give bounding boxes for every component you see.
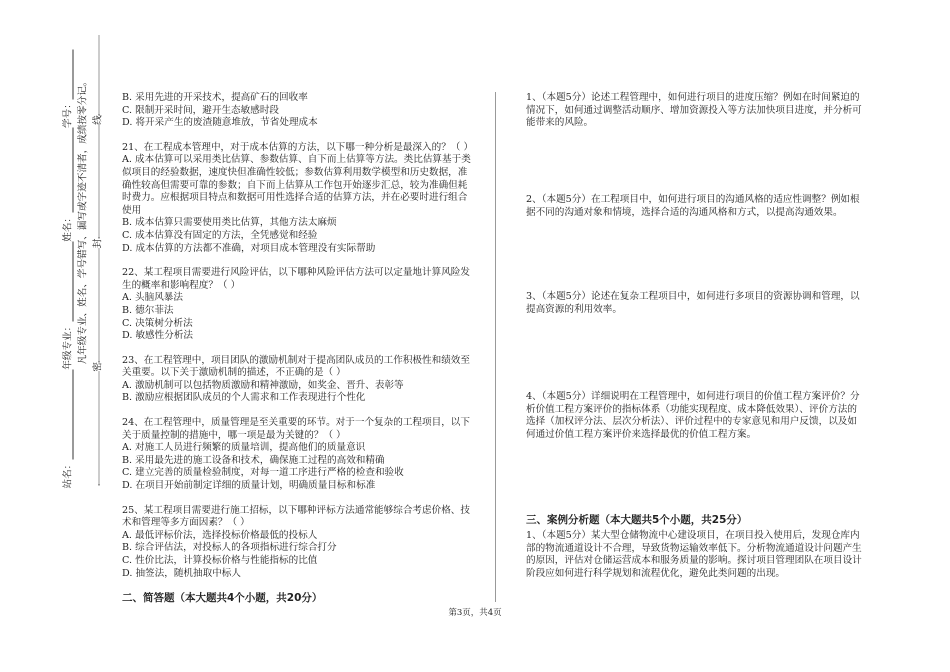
option: A. 激励机制可以包括物质激励和精神激励，如奖金、晋升、表彰等: [122, 379, 404, 391]
option: A. 最低评标价法，选择投标价格最低的投标人: [122, 529, 318, 541]
option: D. 成本估算的方法都不准确，对项目成本管理没有实际帮助: [122, 242, 376, 254]
question-24: [122, 417, 472, 493]
section-2-heading: 二、简答题（本大题共4个小题，共20分）: [122, 592, 323, 605]
column-divider: [495, 92, 496, 602]
field-label-name: 姓名：: [62, 212, 74, 242]
option: C. 性价比法，计算投标价格与性能指标的比值: [122, 555, 318, 566]
q20-options: [122, 92, 472, 130]
option: C. 成本估算没有固定的方法，全凭感觉和经验: [122, 229, 318, 241]
question-stem: 22、某工程项目需要进行风险评估，以下哪种风险评估方法可以定量地计算风险发生的概率和影响程度？（ ）: [122, 267, 470, 291]
field-label-station: 站名：: [62, 459, 74, 488]
student-info-fields: [62, 48, 75, 488]
question-21: [122, 142, 472, 255]
seal-mark-mi: 密: [92, 361, 104, 372]
option: D. 抽签法，随机抽取中标人: [122, 567, 241, 579]
question-stem: 24、在工程管理中，质量管理是至关重要的环节。对于一个复杂的工程项目，以下关于质量控制的措施中，哪一项是最为关键的？（ ）: [122, 417, 470, 441]
option: D. 将开采产生的废渣随意堆放，节省处理成本: [122, 117, 318, 129]
field-label-major: 年级专业：: [62, 321, 74, 370]
left-column: [122, 92, 472, 605]
option: B. 采用最先进的施工设备和技术，确保施工过程的高效和精确: [122, 454, 385, 466]
binding-notice: 凡年级专业、姓名、学号错写、漏写或字迹不清者，成绩按零分记。: [77, 76, 89, 364]
option: B. 德尔菲法: [122, 304, 174, 316]
option: A. 头脑风暴法: [122, 292, 183, 304]
short-answer-4: 4、（本题5分）详细说明在工程管理中，如何进行项目的价值工程方案评价？分析价值工程方案评价的指标体系（功能实现程度、成本降低效果）、评价方法的选择（加权评分法、层次分析法）、评价过程中的专家意见和用户反馈，以及如何通过价值工程方案评价来选择最优的价值工程方案。: [526, 391, 860, 440]
question-stem: 21、在工程成本管理中，对于成本估算的方法，以下哪一种分析是最深入的？（ ）: [122, 141, 474, 153]
option: C. 限制开采时间，避开生态敏感时段: [122, 104, 280, 116]
page-footer: 第3页，共4页: [448, 608, 502, 618]
field-blank-name[interactable]: [63, 127, 73, 212]
seal-line: [92, 35, 105, 485]
seal-mark-feng: 封: [92, 238, 104, 248]
option: C. 决策树分析法: [122, 317, 193, 329]
option: B. 成本估算只需要使用类比估算，其他方法太麻烦: [122, 217, 337, 229]
question-stem: 23、在工程管理中，项目团队的激励机制对于提高团队成员的工作积极性和绩效至关重要。以下关于激励机制的描述，不正确的是（ ）: [122, 354, 470, 379]
field-label-id: 学号：: [62, 98, 74, 128]
question-stem: 25、某工程项目需要进行施工招标，以下哪种评标方法通常能够综合考虑价格、技术和管理等多方面因素？（ ）: [122, 504, 470, 529]
case-question-1: 1、（本题5分）某大型仓储物流中心建设项目，在项目投入使用后，发现仓库内部的物流通道设计不合理，导致货物运输效率低下。分析物流通道设计问题产生的原因，评估对仓储运营成本和服务质量的影响。探讨项目管理团队在项目设计阶段应如何进行科学规划和流程优化，避免此类问题的出现。: [526, 530, 862, 579]
option: A. 对施工人员进行频繁的质量培训，提高他们的质量意识: [122, 442, 366, 454]
option: B. 激励应根据团队成员的个人需求和工作表现进行个性化: [122, 392, 366, 404]
option: D. 在项目开始前制定详细的质量计划，明确质量目标和标准: [122, 480, 376, 492]
section-3-heading: 三、案例分析题（本大题共5个小题，共25分）: [526, 514, 748, 526]
field-blank-major[interactable]: [63, 241, 73, 321]
option: B. 采用先进的开采技术，提高矿石的回收率: [122, 92, 308, 103]
field-blank-id[interactable]: [63, 49, 73, 99]
short-answer-1: 1、（本题5分）论述工程管理中，如何进行项目的进度压缩？例如在时间紧迫的情况下，如何通过调整活动顺序、增加资源投入等方法加快项目进度，并分析可能带来的风险。: [526, 92, 862, 129]
option: D. 敏感性分析法: [122, 330, 194, 342]
option: B. 综合评估法，对投标人的各项指标进行综合打分: [122, 542, 337, 554]
question-22: [122, 267, 472, 343]
seal-mark-xian: 线: [92, 114, 104, 125]
option: A. 成本估算可以采用类比估算、参数估算、自下而上估算等方法。类比估算基于类似项目的经验数据，速度快但准确性较低；参数估算利用数学模型和历史数据，准确性较高但需要可靠的参数；自下而上估算从工作包开始逐步汇总，较为准确但耗时费力。应根据项目特点和数据可用性选择合适的估算方法，并在必要时进行组合使用: [122, 154, 471, 216]
option: C. 建立完善的质量检验制度，对每一道工序进行严格的检查和验收: [122, 467, 404, 479]
question-25: [122, 505, 472, 581]
field-blank-station[interactable]: [63, 369, 73, 459]
question-23: [122, 355, 472, 405]
short-answer-2: 2、（本题5分）在工程项目中，如何进行项目的沟通风格的适应性调整？例如根据不同的沟通对象和情境，选择合适的沟通风格和方式，以提高沟通效果。: [526, 194, 860, 218]
short-answer-3: 3、（本题5分）论述在复杂工程项目中，如何进行多项目的资源协调和管理，以提高资源的利用效率。: [526, 291, 860, 315]
